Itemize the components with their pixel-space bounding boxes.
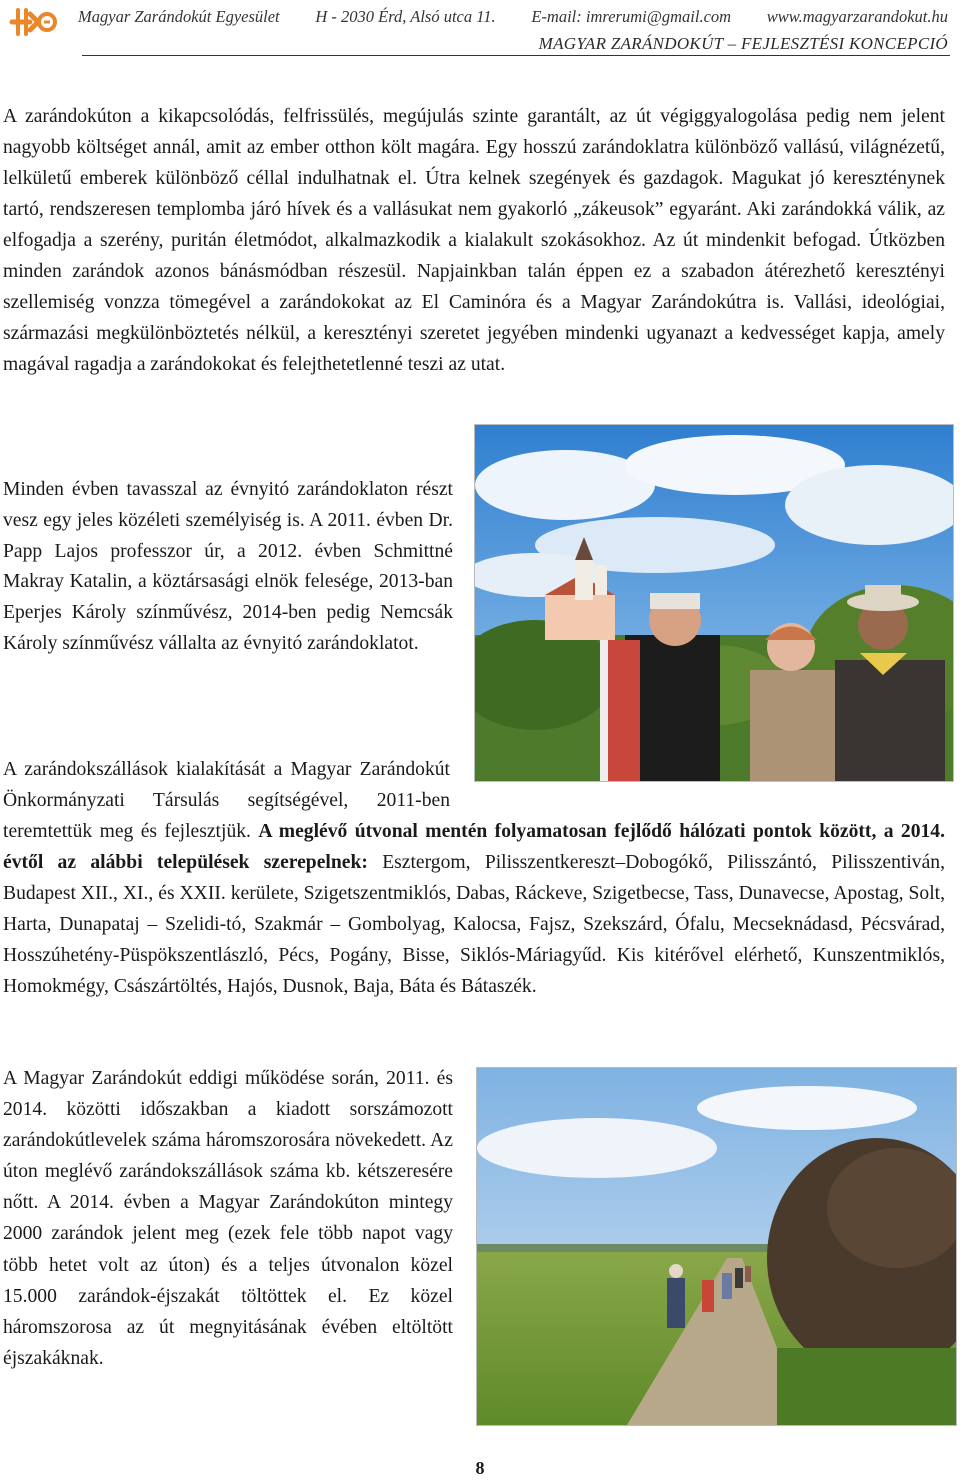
photo-wrap-spacer: [450, 754, 945, 786]
paragraph-accommodation-intro: A zarándokszállások kialakítását a Magyar Zarándokút Önkormányzati Társulás segítségével, 2011-ben teremtettük meg és fejlesztjük.: [3, 759, 450, 842]
paragraph-accommodation-bold: A meglévő útvonal mentén folyamatosan fejlődő hálózati pontok között, a 2014. évtől az alábbi települések szerepelnek:: [3, 821, 945, 873]
page-header: [0, 0, 960, 60]
page-number: 8: [475, 1458, 485, 1478]
header-divider: [82, 55, 950, 56]
paragraph-statistics: A Magyar Zarándokút eddigi működése során, 2011. és 2014. közötti időszakban a kiadott sorszámozott zarándokútlevelek száma háromszorosára növekedett. Az úton meglévő zarándokszállások száma kb. kétszeresére nőtt. A 2014. évben a Magyar Zarándokúton mintegy 2000 zarándok jelent meg (ezek fele több napot vagy több hetet volt az úton) és a teljes útvonalon közel 15.000 zarándok-éjszakát töltöttek el. Ez közel háromszorosa az út megnyitásának évében eltöltött éjszakáknak.: [3, 1068, 453, 1369]
header-doc-title: MAGYAR ZARÁNDOKÚT – FEJLESZTÉSI KONCEPCIÓ: [538, 34, 948, 53]
header-org: Magyar Zarándokút Egyesület: [78, 7, 280, 26]
paragraph-accommodation-network: [3, 754, 945, 1002]
header-email: E-mail: imrerumi@gmail.com: [531, 7, 732, 26]
paragraph-opening-pilgrimage: Minden évben tavasszal az évnyitó zarándoklaton részt vesz egy jeles közéleti személyiség is. A 2011. évben Dr. Papp Lajos professzor úr, a 2012. évben Schmittné Makray Katalin, a köztársasági elnök felesége, 2013-ban Eperjes Károly színművész, 2014-ben pedig Nemcsák Károly színművész vállalta az évnyitó zarándoklatot.: [3, 479, 453, 654]
photo-pilgrims-walking: [476, 1067, 957, 1426]
header-website[interactable]: www.magyarzarandokut.hu: [766, 7, 948, 26]
paragraph-settlement-list: Esztergom, Pilisszentkereszt–Dobogókő, Pilisszántó, Pilisszentiván, Budapest XII., XI., és XXII. kerülete, Szigetszentmiklós, Dabas, Ráckeve, Szigetbecse, Tass, Dunavecse, Apostag, Solt, Harta, Dunapataj – Szelidi-tó, Szakmár – Gombolyag, Kalocsa, Fajsz, Szekszárd, Ófalu, Mecseknádasd, Pécsvárad, Hosszúhetény-Püspökszentlászló, Pécs, Pogány, Bisse, Siklós-Máriagyűd. Kis kitérővel elérhető, Kunszentmiklós, Homokmégy, Császártöltés, Hajós, Dusnok, Baja, Báta és Bátaszék.: [3, 852, 945, 997]
header-contact-line: [78, 7, 948, 27]
pilgrim-logo-icon: [8, 4, 58, 40]
paragraph-pilgrimage-benefits: A zarándokúton a kikapcsolódás, felfrissülés, megújulás szinte garantált, az út végiggyalogolása pedig nem jelent nagyobb költséget annál, amit az ember otthon költ magára. Egy hosszú zarándoklatra különböző vallású, világnézetű, lelkületű emberek különböző céllal indulhatnak el. Útra kelnek szegények és gazdagok. Magukat jó kereszténynek tartó, rendszeresen templomba járó hívek és a vallásukat nem gyakorló „zákeusok” egyaránt. Aki zarándokká válik, az elfogadja a szerény, puritán életmódot, alkalmazkodik a kialakult szokásokhoz. Az út mindenkit befogad. Útközben minden zarándok azonos bánásmódban részesül. Napjainkban talán éppen ez a szabadon átérezhető keresztényi szellemiség vonzza tömegével a zarándokokat az El Caminóra és a Magyar Zarándokútra is. Vallási, ideológiai, származási megkülönböztetés nélkül, a keresztényi szeretet jegyében mindenki ugyanazt a kedvességet kapja, amely magával ragadja a zarándokokat és felejthetetlenné teszi az utat.: [3, 106, 945, 375]
header-address: H - 2030 Érd, Alsó utca 11.: [315, 7, 496, 26]
photo-pilgrims-group: [474, 424, 954, 782]
